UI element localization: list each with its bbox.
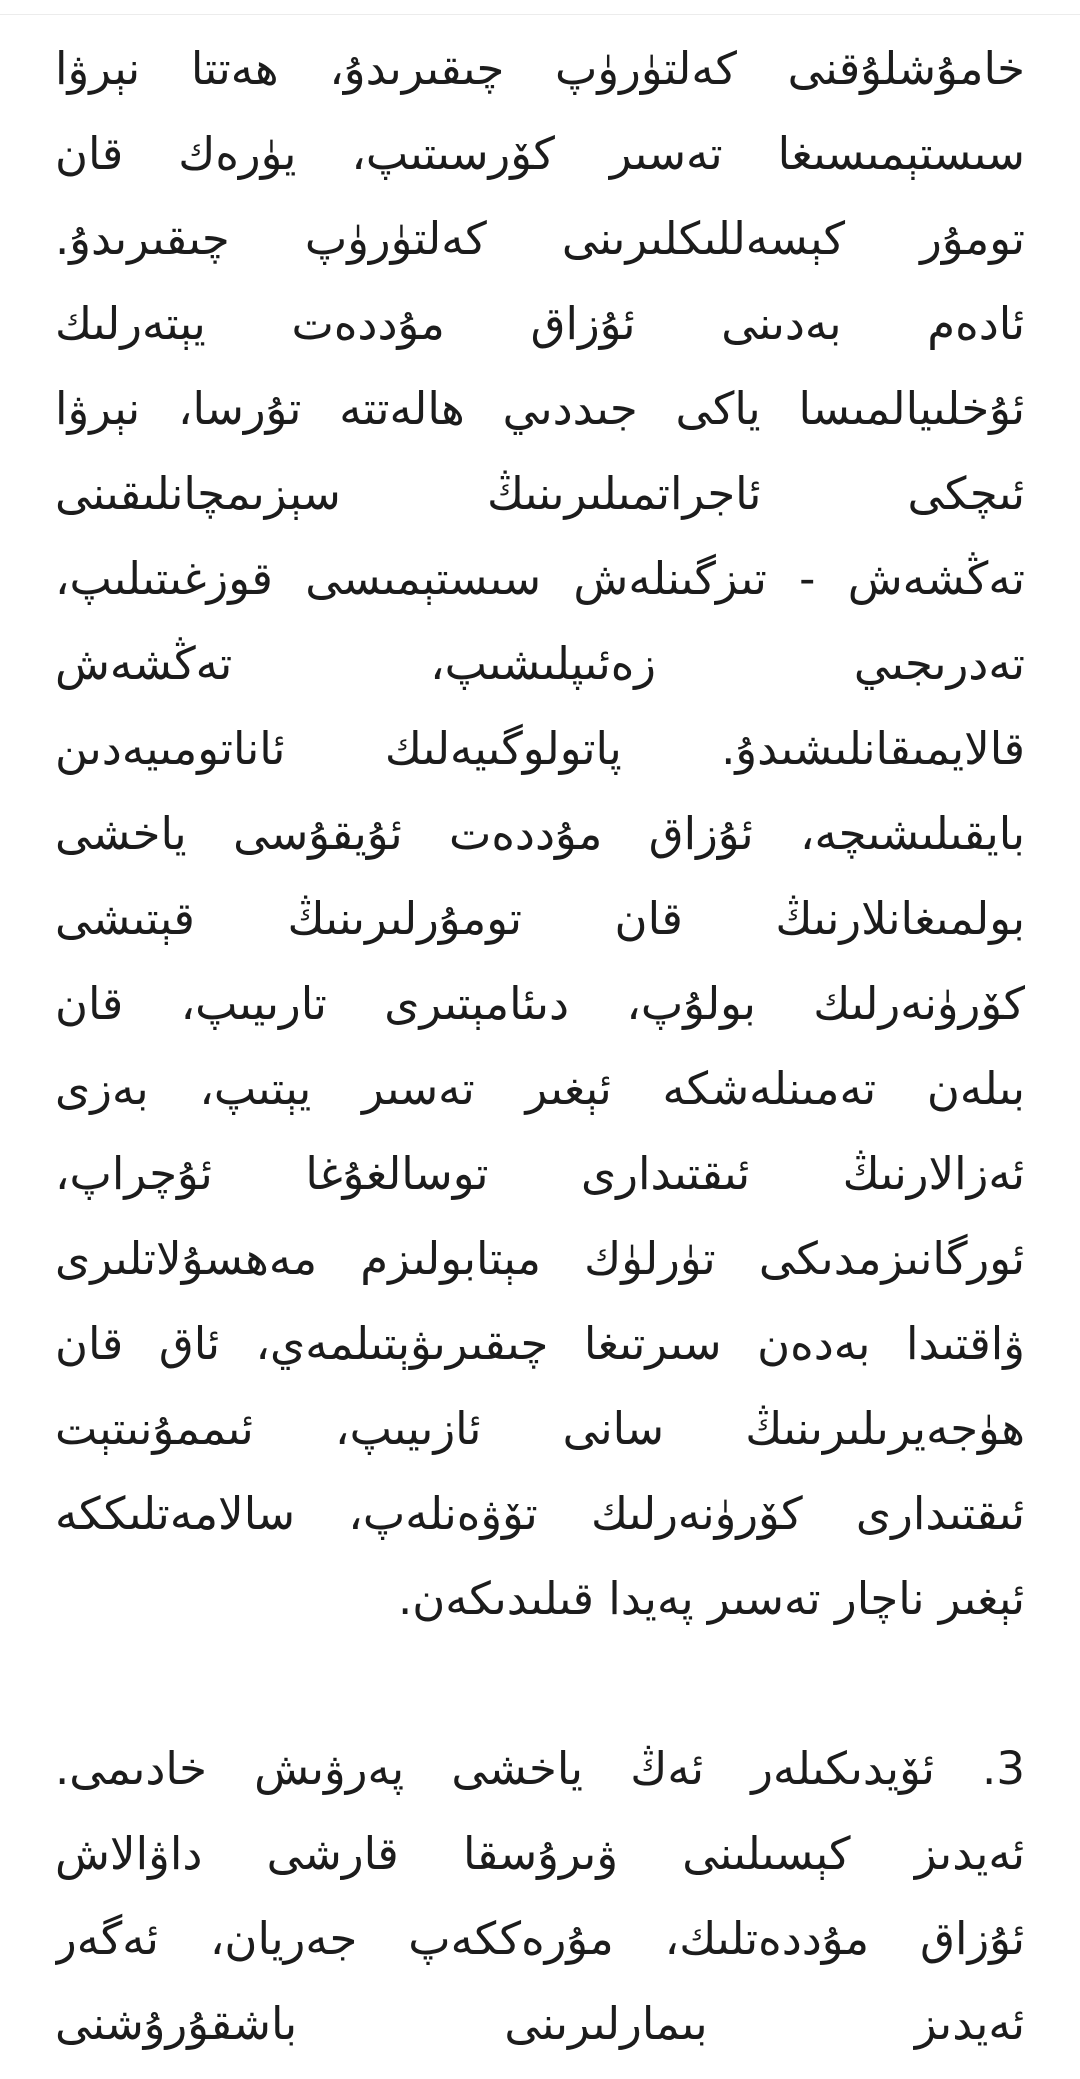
text-line: سىستېمىسىغا تەسىر كۆرسىتىپ، يۈرەك قان <box>55 127 1025 180</box>
top-divider <box>0 0 1080 15</box>
paragraph-2 <box>55 1726 1025 2066</box>
text-line: ئەيدىز كېسىلىنى ۋىرۇسقا قارشى داۋالاش <box>55 1827 1025 1880</box>
paragraph-1 <box>55 26 1025 1641</box>
text-line: تومۇر كېسەللىكلىرىنى كەلتۈرۈپ چىقىرىدۇ. <box>55 212 1025 265</box>
text-line: كۆرۈنەرلىك بولۇپ، دىئامېتىرى تارىيىپ، قان <box>55 977 1025 1030</box>
text-line: بايقىلىشىچە، ئۇزاق مۇددەت ئۇيقۇسى ياخشى <box>55 807 1025 860</box>
text-line: ئادەم بەدىنى ئۇزاق مۇددەت يېتەرلىك <box>55 297 1025 350</box>
text-line: خامۇشلۇقنى كەلتۈرۈپ چىقىرىدۇ، ھەتتا نېرۋا <box>55 42 1025 95</box>
text-line: ۋاقتىدا بەدەن سىرتىغا چىقىرىۋېتىلمەي، ئاق قان <box>55 1317 1025 1370</box>
text-line: تەدرىجىي زەئىپلىشىپ، تەڭشەش <box>55 637 1025 690</box>
text-line: ئەزالارنىڭ ئىقتىدارى توسالغۇغا ئۇچراپ، <box>55 1147 1025 1200</box>
text-line: ئۇخلىيالمىسا ياكى جىددىي ھالەتتە تۇرسا، نېرۋا <box>55 382 1025 435</box>
text-line: بىلەن تەمىنلەشكە ئېغىر تەسىر يېتىپ، بەزى <box>55 1062 1025 1115</box>
text-line: ئىچكى ئاجراتمىلىرىنىڭ سېزىمچانلىقىنى <box>55 467 1025 520</box>
text-line: ئورگانىزمدىكى تۈرلۈك مېتابولىزم مەھسۇلاتلىرى <box>55 1232 1025 1285</box>
text-line: بولمىغانلارنىڭ قان تومۇرلىرىنىڭ قېتىشى <box>55 892 1025 945</box>
text-line: ئىقتىدارى كۆرۈنەرلىك تۆۋەنلەپ، سالامەتلىككە <box>55 1487 1025 1540</box>
text-line: ئەيدىز بىمارلىرىنى باشقۇرۇشنى <box>55 1997 1025 2050</box>
article-body[interactable] <box>55 26 1025 2066</box>
section-heading-line: 3. ئۆيدىكىلەر ئەڭ ياخشى پەرۋىش خادىمى. <box>55 1742 1025 1795</box>
text-line: ئېغىر ناچار تەسىر پەيدا قىلىدىكەن. <box>397 1572 1025 1625</box>
text-line: ئۇزاق مۇددەتلىك، مۇرەككەپ جەريان، ئەگەر <box>55 1912 1025 1965</box>
text-line: تەڭشەش - تىزگىنلەش سىستېمىسى قوزغىتىلىپ، <box>55 552 1025 605</box>
text-line: قالايمىقانلىشىدۇ. پاتولوگىيەلىك ئاناتومىيەدىن <box>55 722 1025 775</box>
text-line: ھۈجەيرىلىرىنىڭ سانى ئازىيىپ، ئىممۇنىتېت <box>55 1402 1025 1455</box>
